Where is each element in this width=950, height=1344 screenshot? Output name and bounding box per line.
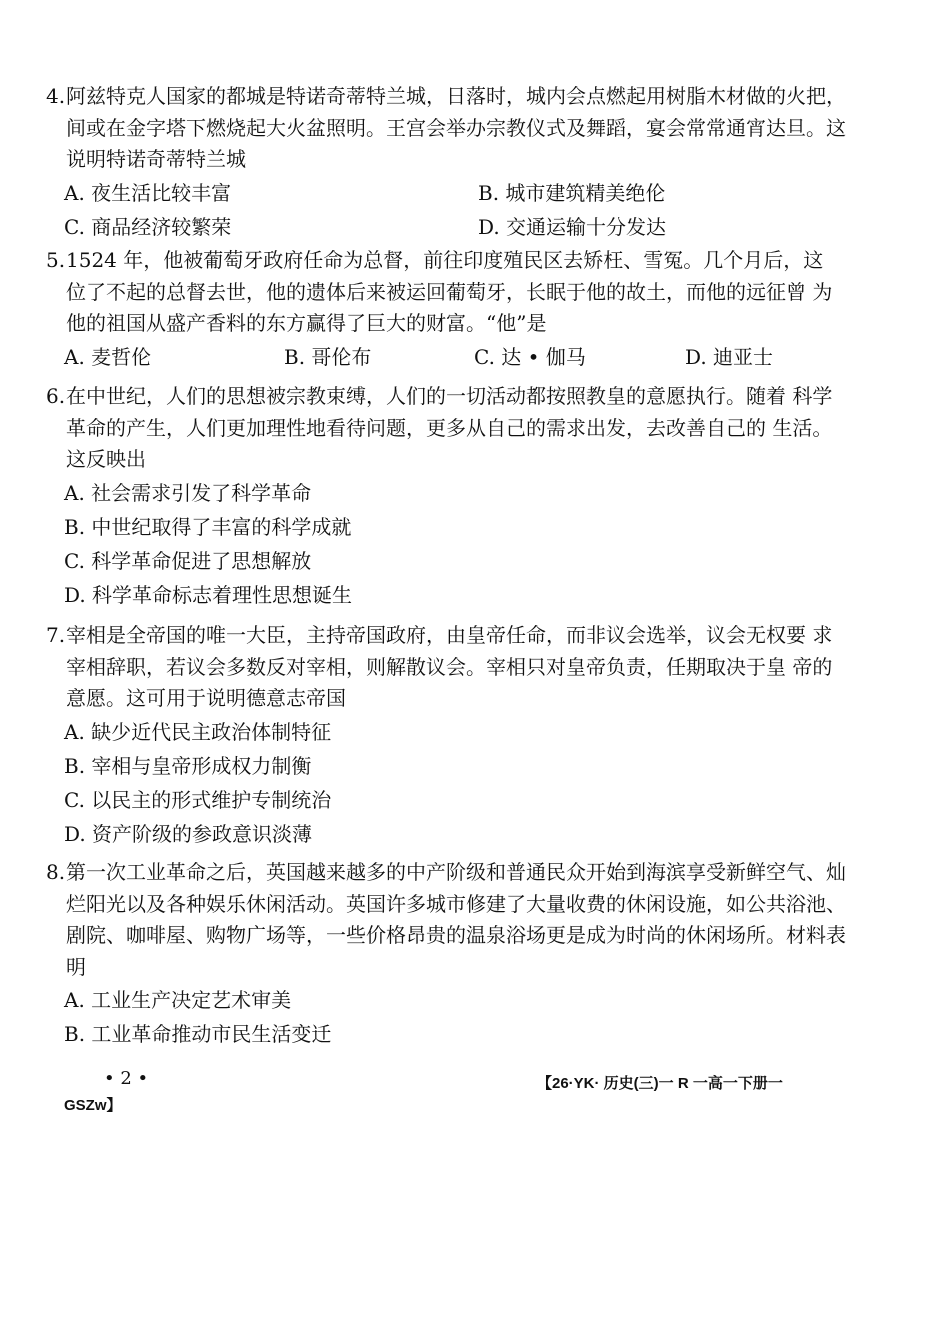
option-b: B. 城市建筑精美绝伦 xyxy=(478,180,666,205)
option-d: D. 交通运输十分发达 xyxy=(478,214,667,239)
option-a: A. 麦哲伦 xyxy=(64,344,152,369)
question-stem xyxy=(46,857,846,983)
option-b: B. 中世纪取得了丰富的科学成就 xyxy=(64,514,352,539)
question-number: 7. xyxy=(46,623,66,647)
question-number: 6. xyxy=(46,384,66,408)
exam-code-continued: GSZw】 xyxy=(64,1097,122,1114)
option-a: A. 工业生产决定艺术审美 xyxy=(64,988,292,1012)
question-text: 1524 年，他被葡萄牙政府任命为总督，前往印度殖民区去矫枉、雪冤。几个月后，这 位了不起的总督去世，他的遗体后来被运回葡萄牙，长眠于他的故土，而他的远征曾 为他的祖国从盛产香料的东方赢得了巨大的财富。“他”是 xyxy=(66,248,833,335)
option-d: D. 迪亚士 xyxy=(685,344,774,369)
options-row xyxy=(46,340,846,374)
question-number: 5. xyxy=(46,248,66,272)
question-6 xyxy=(46,381,846,612)
option-a: A. 缺少近代民主政治体制特征 xyxy=(64,719,332,744)
option-b: B. 工业革命推动市民生活变迁 xyxy=(64,1022,332,1046)
question-number: 8. xyxy=(46,860,66,884)
question-text: 阿兹特克人国家的都城是特诺奇蒂特兰城，日落时，城内会点燃起用树脂木材做的火把，间或在金字塔下燃烧起大火盆照明。王宫会举办宗教仪式及舞蹈，宴会常常通宵达旦。这说明特诺奇蒂特兰城 xyxy=(66,84,846,171)
exam-code: 【26·YK· 历史(三)一 R 一高一下册一 xyxy=(537,1075,783,1092)
options-row xyxy=(46,210,846,244)
option-b: B. 宰相与皇帝形成权力制衡 xyxy=(64,753,312,778)
option-c: C. 达 • 伽马 xyxy=(474,344,586,369)
question-text: 在中世纪，人们的思想被宗教束缚，人们的一切活动都按照教皇的意愿执行。随着 科学革命的产生，人们更加理性地看待问题，更多从自己的需求出发，去改善自己的 生活。这反映出 xyxy=(66,384,833,471)
option-a: A. 社会需求引发了科学革命 xyxy=(64,480,312,505)
page-number: • 2 • xyxy=(104,1068,149,1089)
option-a: A. 夜生活比较丰富 xyxy=(64,180,232,205)
option-c: C. 科学革命促进了思想解放 xyxy=(64,548,312,573)
question-stem xyxy=(46,245,846,340)
options-row xyxy=(46,176,846,210)
question-number: 4. xyxy=(46,84,66,108)
question-stem xyxy=(46,81,846,176)
option-d: D. 资产阶级的参政意识淡薄 xyxy=(64,821,313,846)
question-text: 宰相是全帝国的唯一大臣，主持帝国政府，由皇帝任命，而非议会选举，议会无权要 求宰相辞职，若议会多数反对宰相，则解散议会。宰相只对皇帝负责，任期取决于皇 帝的意愿。这可用于说明德意志帝国 xyxy=(66,623,833,710)
option-d: D. 科学革命标志着理性思想诞生 xyxy=(64,582,353,607)
option-c: C. 商品经济较繁荣 xyxy=(64,214,232,239)
question-stem xyxy=(46,381,846,476)
question-text: 第一次工业革命之后，英国越来越多的中产阶级和普通民众开始到海滨享受新鲜空气、灿烂阳光以及各种娱乐休闲活动。英国许多城市修建了大量收费的休闲设施，如公共浴池、剧院、咖啡屋、购物广场等，一些价格昂贵的温泉浴场更是成为时尚的休闲场所。材料表明 xyxy=(66,860,846,979)
question-8 xyxy=(46,857,846,1051)
question-5 xyxy=(46,245,846,374)
option-b: B. 哥伦布 xyxy=(284,344,372,369)
question-7 xyxy=(46,620,846,851)
option-c: C. 以民主的形式维护专制统治 xyxy=(64,787,332,812)
question-4 xyxy=(46,81,846,244)
question-stem xyxy=(46,620,846,715)
